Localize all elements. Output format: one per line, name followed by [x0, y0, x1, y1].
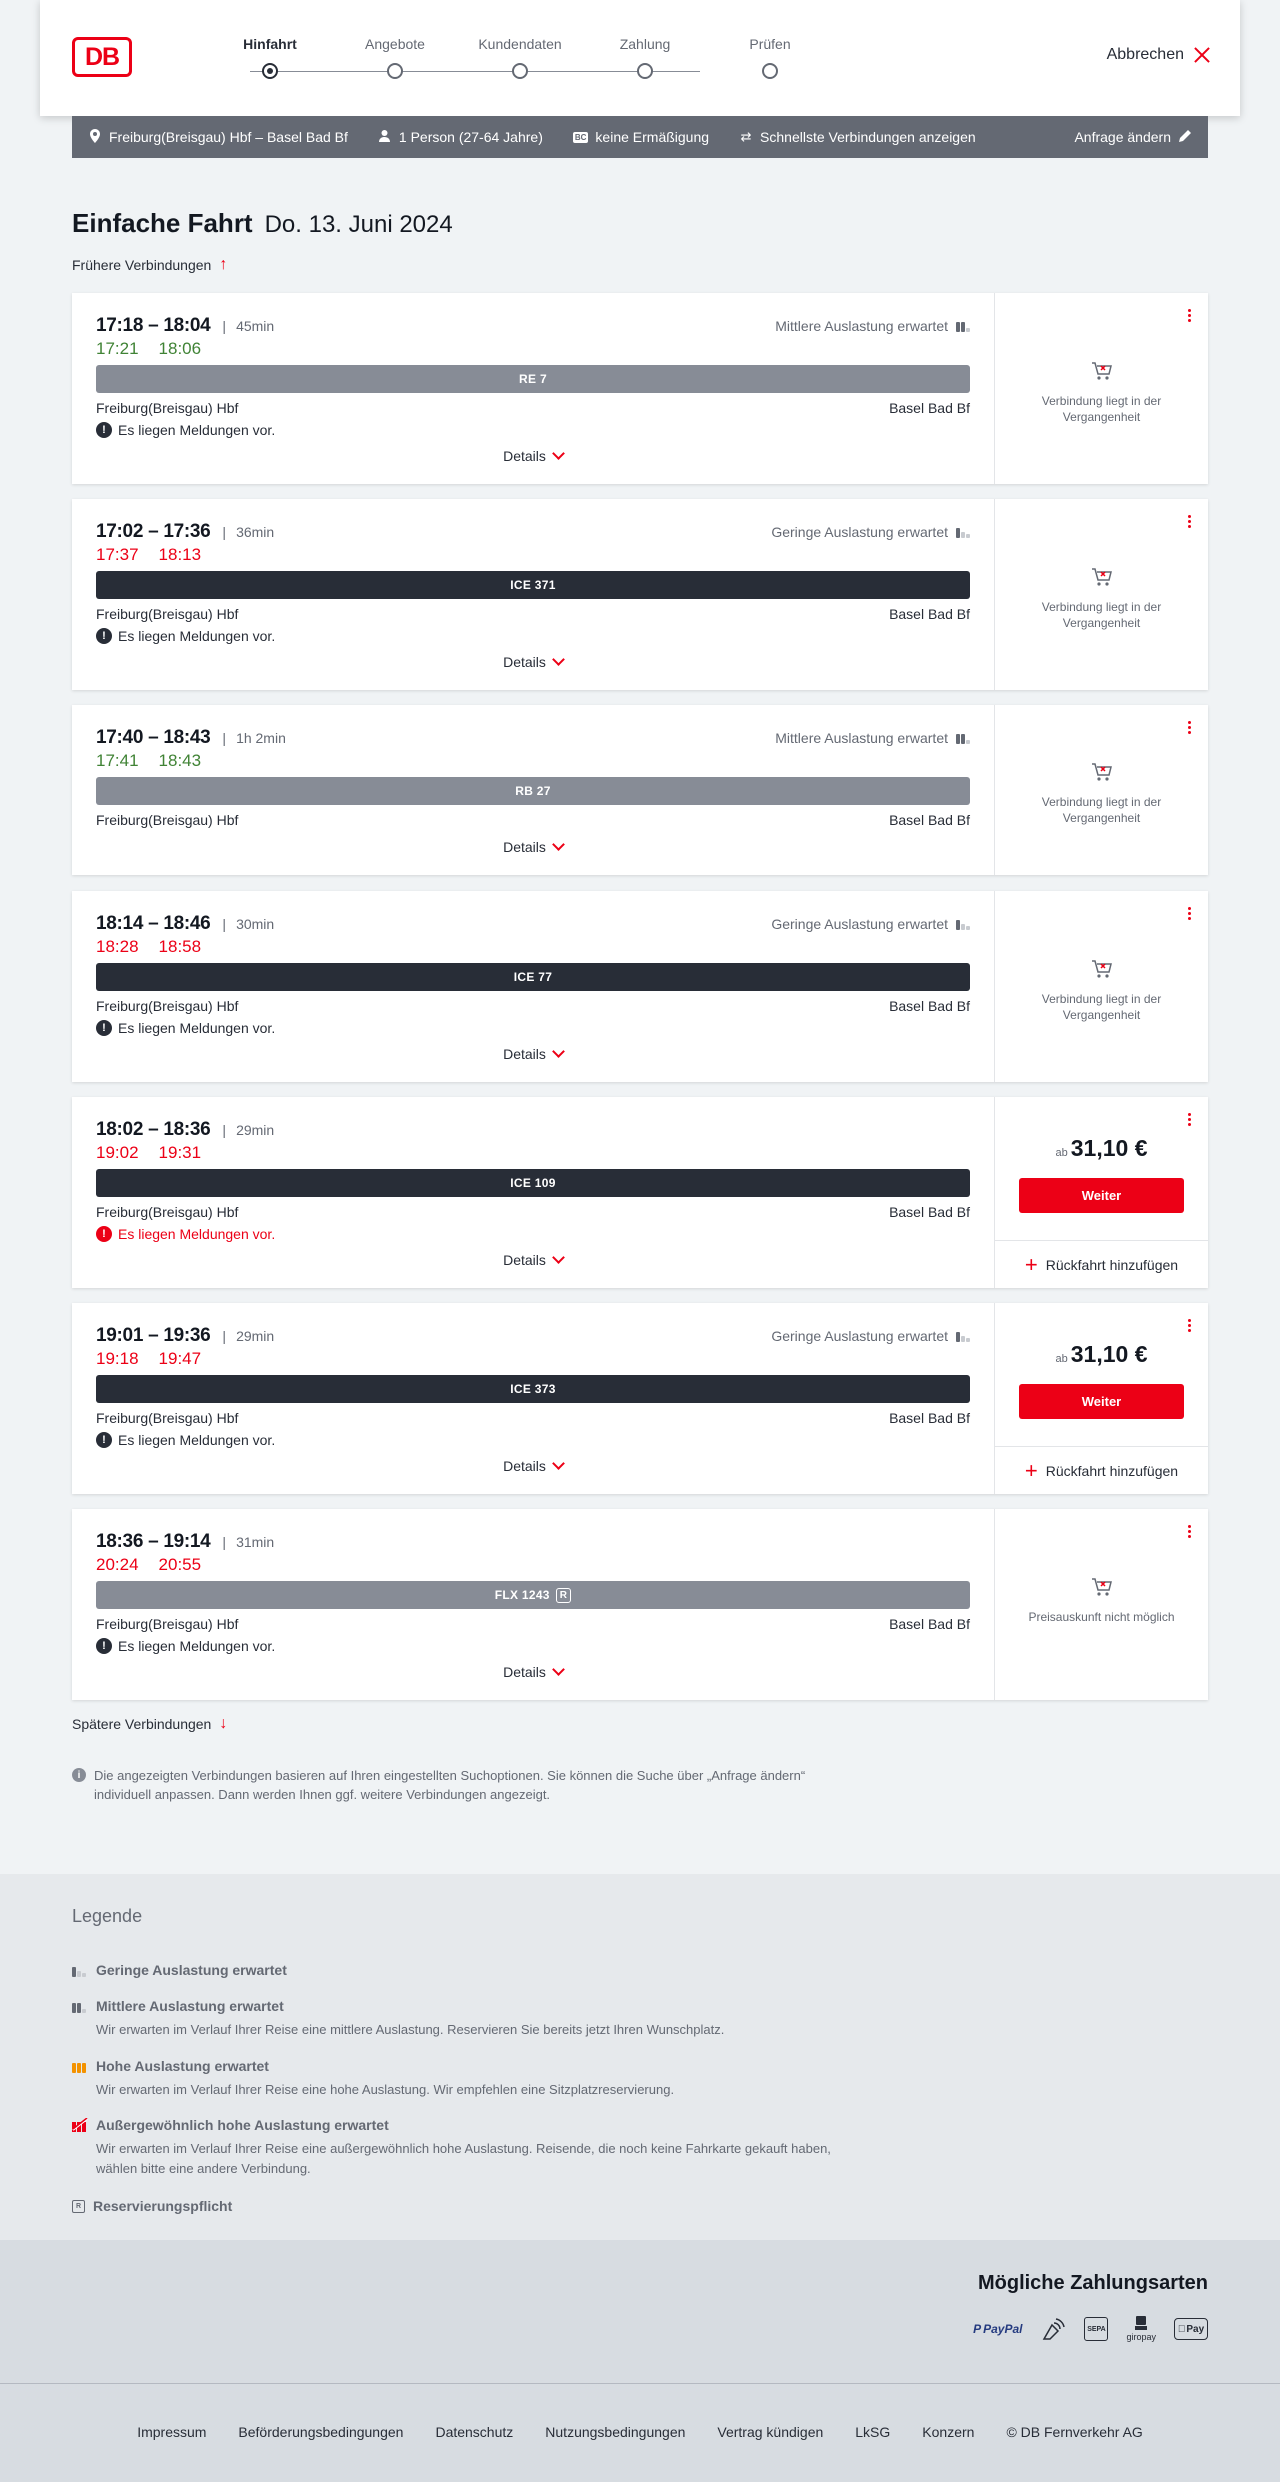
- planned-times: 18:36 – 19:14 | 31min: [96, 1531, 275, 1552]
- paypal-logo: P PayPal: [973, 2322, 1023, 2336]
- connection-card: [72, 1303, 1208, 1494]
- high-load-icon: [72, 2059, 88, 2073]
- legend-item-medium: Mittlere Auslastung erwartet Wir erwarten im Verlauf Ihrer Reise eine mittlere Auslastung. Reservieren Sie bereits jetzt Ihren Wunschplatz.: [72, 1998, 852, 2040]
- step-hinfahrt[interactable]: Hinfahrt: [210, 36, 330, 56]
- planned-times: 19:01 – 19:36 | 29min: [96, 1325, 275, 1346]
- cart-unavailable-icon: [1090, 565, 1114, 589]
- legend-item-high: Hohe Auslastung erwartet Wir erwarten im Verlauf Ihrer Reise eine hohe Auslastung. Wir empfehlen eine Sitzplatzreservierung.: [72, 2058, 852, 2100]
- realtime-times: 19:02 19:31: [96, 1143, 202, 1162]
- chevron-down-icon: [552, 1457, 565, 1470]
- more-options-icon[interactable]: [1186, 907, 1192, 920]
- chevron-down-icon: [552, 1251, 565, 1264]
- continue-button[interactable]: Weiter: [1019, 1384, 1184, 1419]
- add-return-trip-button[interactable]: + Rückfahrt hinzufügen: [995, 1446, 1208, 1494]
- footer-link-konzern[interactable]: Konzern: [922, 2424, 975, 2440]
- footer-link-datenschutz[interactable]: Datenschutz: [435, 2424, 514, 2440]
- details-toggle[interactable]: Details: [72, 1664, 994, 1680]
- footer: [0, 2383, 1280, 2482]
- destination-station: Basel Bad Bf: [889, 1410, 970, 1426]
- duration: 36min: [236, 524, 275, 540]
- cart-unavailable-icon: [1090, 957, 1114, 981]
- connection-card: [72, 705, 1208, 875]
- cancel-button[interactable]: Abbrechen: [1107, 46, 1210, 64]
- offer-panel: [994, 1509, 1208, 1700]
- load-level-icon: [956, 320, 970, 332]
- load-level-icon: [956, 732, 970, 744]
- step-dot: [387, 63, 403, 79]
- planned-times: 17:18 – 18:04 | 45min: [96, 315, 275, 336]
- payment-logos: [973, 2316, 1208, 2342]
- footer-copyright: © DB Fernverkehr AG: [1006, 2424, 1143, 2440]
- step-dot: [762, 63, 778, 79]
- unavailable-note: Verbindung liegt in der Vergangenheit: [1041, 795, 1162, 825]
- duration: 30min: [236, 916, 275, 932]
- later-connections-link[interactable]: Spätere Verbindungen ↓: [72, 1715, 228, 1732]
- chevron-down-icon: [552, 653, 565, 666]
- earlier-connections-link[interactable]: Frühere Verbindungen ↑: [72, 256, 228, 273]
- search-info-note: i Die angezeigten Verbindungen basieren auf Ihren eingestellten Suchoptionen. Sie können die Suche über „Anfrage ändern“ individuell anpassen. Dann werden Ihnen ggf. weitere Verbindungen angezeigt.: [72, 1766, 852, 1804]
- step-dot: [512, 63, 528, 79]
- train-bar[interactable]: ICE 77: [96, 963, 970, 991]
- reservation-required-icon: R: [72, 2200, 85, 2213]
- page-title: Einfache Fahrt Do. 13. Juni 2024: [72, 208, 453, 238]
- apple-pay-logo: Pay: [1174, 2318, 1208, 2340]
- stations: [96, 606, 970, 622]
- disruption-message: ! Es liegen Meldungen vor.: [96, 422, 275, 438]
- chevron-down-icon: [552, 1663, 565, 1676]
- planned-times: 18:02 – 18:36 | 29min: [96, 1119, 275, 1140]
- more-options-icon[interactable]: [1186, 1113, 1192, 1126]
- stations: [96, 1616, 970, 1632]
- train-bar[interactable]: ICE 109: [96, 1169, 970, 1197]
- discount-filter[interactable]: BC keine Ermäßigung: [574, 129, 710, 145]
- pencil-icon: [1179, 129, 1192, 145]
- stations: [96, 1410, 970, 1426]
- realtime-times: 18:28 18:58: [96, 937, 202, 956]
- bahncard-icon: BC: [574, 132, 587, 142]
- more-options-icon[interactable]: [1186, 309, 1192, 322]
- connection-details: [72, 891, 994, 1082]
- duration: 29min: [236, 1122, 275, 1138]
- alert-icon: !: [96, 1020, 112, 1036]
- step-dot: [637, 63, 653, 79]
- origin-station: Freiburg(Breisgau) Hbf: [96, 1410, 239, 1426]
- footer-link-nutzungsbedingungen[interactable]: Nutzungsbedingungen: [545, 2424, 686, 2440]
- giropay-logo: giropay: [1126, 2316, 1156, 2342]
- step-angebote[interactable]: Angebote: [335, 36, 455, 56]
- more-options-icon[interactable]: [1186, 721, 1192, 734]
- duration: 1h 2min: [236, 730, 286, 746]
- details-toggle[interactable]: Details: [72, 448, 994, 464]
- load-indicator: Mittlere Auslastung erwartet: [775, 318, 970, 334]
- duration: 45min: [236, 318, 275, 334]
- origin-station: Freiburg(Breisgau) Hbf: [96, 1616, 239, 1632]
- load-level-icon: [956, 918, 970, 930]
- chevron-down-icon: [552, 447, 565, 460]
- alert-icon: !: [96, 628, 112, 644]
- train-bar[interactable]: RE 7: [96, 365, 970, 393]
- origin-station: Freiburg(Breisgau) Hbf: [96, 400, 239, 416]
- more-options-icon[interactable]: [1186, 515, 1192, 528]
- origin-station: Freiburg(Breisgau) Hbf: [96, 812, 239, 828]
- continue-button[interactable]: Weiter: [1019, 1178, 1184, 1213]
- legend-section: [0, 1874, 1280, 2240]
- duration: 29min: [236, 1328, 275, 1344]
- planned-times: 17:02 – 17:36 | 36min: [96, 521, 275, 542]
- unavailable-note: Verbindung liegt in der Vergangenheit: [1041, 600, 1162, 630]
- plus-icon: +: [1024, 1251, 1038, 1277]
- origin-station: Freiburg(Breisgau) Hbf: [96, 606, 239, 622]
- footer-links: [0, 2424, 1280, 2440]
- chevron-down-icon: [552, 838, 565, 851]
- train-bar[interactable]: ICE 373: [96, 1375, 970, 1403]
- legend-item-low: Geringe Auslastung erwartet: [72, 1962, 852, 1978]
- disruption-message: ! Es liegen Meldungen vor.: [96, 1432, 275, 1448]
- details-toggle[interactable]: Details: [72, 654, 994, 670]
- disruption-message: ! Es liegen Meldungen vor.: [96, 1226, 275, 1242]
- payment-methods-section: [0, 2240, 1280, 2383]
- destination-station: Basel Bad Bf: [889, 998, 970, 1014]
- load-indicator: Geringe Auslastung erwartet: [771, 1328, 970, 1344]
- connection-card: [72, 1097, 1208, 1288]
- low-load-icon: [72, 1963, 88, 1977]
- alert-icon: !: [96, 1226, 112, 1242]
- more-options-icon[interactable]: [1186, 1319, 1192, 1332]
- details-toggle[interactable]: Details: [72, 839, 994, 855]
- offer-panel: [994, 705, 1208, 875]
- offer-panel: [994, 1097, 1208, 1288]
- load-level-icon: [956, 1330, 970, 1342]
- load-level-icon: [956, 526, 970, 538]
- destination-station: Basel Bad Bf: [889, 400, 970, 416]
- price: ab 31,10 €: [1055, 1135, 1148, 1161]
- realtime-times: 20:24 20:55: [96, 1555, 202, 1574]
- legend-item-reservation: R Reservierungspflicht: [72, 2198, 852, 2214]
- destination-station: Basel Bad Bf: [889, 606, 970, 622]
- chevron-down-icon: [552, 1045, 565, 1058]
- arrow-up-icon: ↑: [219, 256, 228, 273]
- realtime-times: 17:37 18:13: [96, 545, 202, 564]
- details-toggle[interactable]: Details: [72, 1458, 994, 1474]
- offer-panel: [994, 1303, 1208, 1494]
- destination-station: Basel Bad Bf: [889, 1616, 970, 1632]
- cart-unavailable-icon: [1090, 1575, 1114, 1599]
- payment-title: Mögliche Zahlungsarten: [977, 2272, 1208, 2294]
- duration: 31min: [236, 1534, 275, 1550]
- legend-title: Legende: [72, 1906, 143, 1926]
- header: [40, 0, 1240, 116]
- footer-link-impressum[interactable]: Impressum: [137, 2424, 207, 2440]
- offer-panel: [994, 891, 1208, 1082]
- unavailable-note: Verbindung liegt in der Vergangenheit: [1041, 394, 1162, 424]
- step-zahlung[interactable]: Zahlung: [585, 36, 705, 56]
- train-bar[interactable]: RB 27: [96, 777, 970, 805]
- load-indicator: Mittlere Auslastung erwartet: [775, 730, 970, 746]
- connection-details: [72, 499, 994, 690]
- realtime-times: 17:41 18:43: [96, 751, 202, 770]
- details-toggle[interactable]: Details: [72, 1046, 994, 1062]
- destination-station: Basel Bad Bf: [889, 812, 970, 828]
- connection-details: [72, 1303, 994, 1494]
- offer-panel: [994, 293, 1208, 484]
- stations: [96, 998, 970, 1014]
- arrow-down-icon: ↓: [219, 1715, 228, 1732]
- disruption-message: ! Es liegen Meldungen vor.: [96, 1020, 275, 1036]
- connection-details: [72, 1097, 994, 1288]
- unavailable-note: Verbindung liegt in der Vergangenheit: [1041, 992, 1162, 1022]
- origin-station: Freiburg(Breisgau) Hbf: [96, 1204, 239, 1220]
- add-return-trip-button[interactable]: + Rückfahrt hinzufügen: [995, 1240, 1208, 1288]
- fastest-filter[interactable]: ⇄ Schnellste Verbindungen anzeigen: [740, 129, 976, 145]
- close-icon: [1194, 47, 1210, 63]
- unavailable-note: Preisauskunft nicht möglich: [1028, 1610, 1175, 1624]
- db-logo[interactable]: DB: [72, 37, 132, 77]
- connection-card: [72, 891, 1208, 1082]
- plus-icon: +: [1024, 1457, 1038, 1483]
- connection-card: [72, 1509, 1208, 1700]
- stations: [96, 812, 970, 828]
- contactless-card-icon: [1040, 2317, 1066, 2341]
- stations: [96, 400, 970, 416]
- progress-steps: [210, 36, 791, 86]
- step-kundendaten[interactable]: Kundendaten: [460, 36, 580, 56]
- info-icon: i: [72, 1768, 86, 1782]
- connection-details: [72, 293, 994, 484]
- connection-details: [72, 1509, 994, 1700]
- load-indicator: Geringe Auslastung erwartet: [771, 524, 970, 540]
- connection-card: [72, 293, 1208, 484]
- price: ab 31,10 €: [1055, 1341, 1148, 1367]
- swap-arrows-icon: ⇄: [740, 129, 752, 144]
- search-summary-bar: [72, 116, 1208, 158]
- step-pruefen[interactable]: Prüfen: [710, 36, 830, 56]
- change-request-button[interactable]: Anfrage ändern: [1074, 129, 1192, 145]
- disruption-message: ! Es liegen Meldungen vor.: [96, 628, 275, 644]
- step-dot: [262, 63, 278, 79]
- more-options-icon[interactable]: [1186, 1525, 1192, 1538]
- planned-times: 17:40 – 18:43 | 1h 2min: [96, 727, 286, 748]
- footer-link-vertrag-kuendigen[interactable]: Vertrag kündigen: [717, 2424, 824, 2440]
- passenger-filter[interactable]: 1 Person (27-64 Jahre): [378, 129, 543, 145]
- realtime-times: 19:18 19:47: [96, 1349, 202, 1368]
- connection-details: [72, 705, 994, 875]
- cart-unavailable-icon: [1090, 359, 1114, 383]
- location-pin-icon: [88, 129, 102, 146]
- travel-date: Do. 13. Juni 2024: [264, 211, 453, 238]
- legend-item-very-high: Außergewöhnlich hohe Auslastung erwartet Wir erwarten im Verlauf Ihrer Reise eine außergewöhnlich hohe Auslastung. Reisende, die noch keine Fahrkarte gekauft haben, wählen bitte eine andere Verbindung.: [72, 2117, 852, 2179]
- alert-icon: !: [96, 1432, 112, 1448]
- destination-station: Basel Bad Bf: [889, 1204, 970, 1220]
- progress-line: [250, 71, 700, 72]
- realtime-times: 17:21 18:06: [96, 339, 202, 358]
- footer-link-befoerderungsbedingungen[interactable]: Beförderungsbedingungen: [238, 2424, 404, 2440]
- alert-icon: !: [96, 422, 112, 438]
- route-filter[interactable]: Freiburg(Breisgau) Hbf – Basel Bad Bf: [88, 129, 348, 146]
- offer-panel: [994, 499, 1208, 690]
- planned-times: 18:14 – 18:46 | 30min: [96, 913, 275, 934]
- details-toggle[interactable]: Details: [72, 1252, 994, 1268]
- load-indicator: Geringe Auslastung erwartet: [771, 916, 970, 932]
- medium-load-icon: [72, 1999, 88, 2013]
- connection-card: [72, 499, 1208, 690]
- footer-link-lksg[interactable]: LkSG: [855, 2424, 891, 2440]
- person-icon: [378, 130, 392, 145]
- very-high-load-icon: [72, 2118, 88, 2132]
- sepa-icon: SEPA: [1084, 2317, 1108, 2341]
- reservation-badge-icon: R: [556, 1588, 572, 1603]
- alert-icon: !: [96, 1638, 112, 1654]
- stations: [96, 1204, 970, 1220]
- disruption-message: ! Es liegen Meldungen vor.: [96, 1638, 275, 1654]
- origin-station: Freiburg(Breisgau) Hbf: [96, 998, 239, 1014]
- train-bar[interactable]: FLX 1243 R: [96, 1581, 970, 1609]
- cart-unavailable-icon: [1090, 760, 1114, 784]
- train-bar[interactable]: ICE 371: [96, 571, 970, 599]
